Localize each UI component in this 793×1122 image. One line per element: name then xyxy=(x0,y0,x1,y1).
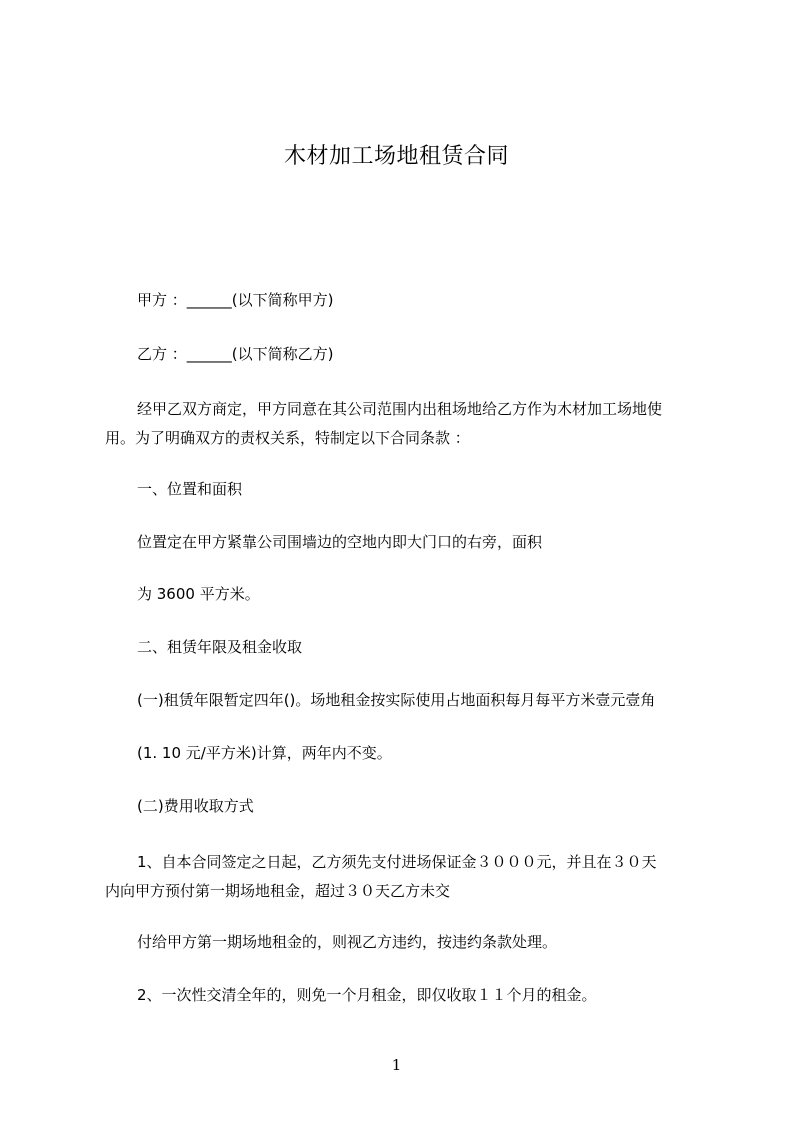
clause-text: 2、一次性交清全年的，则免一个月租金，即仅收取１１个月的租金。 xyxy=(137,986,597,1004)
clause-text: 付给甲方第一期场地租金的，则视乙方违约，按违约条款处理。 xyxy=(137,933,558,951)
party-a-line: 甲方 ：______(以下简称甲方) xyxy=(137,291,334,309)
section-text: (一)租赁年限暂定四年()。场地租金按实际使用占地面积每月每平方米壹元壹角 xyxy=(137,691,656,709)
section-text: 为 3600 平方米。 xyxy=(137,585,260,603)
party-b-line: 乙方 ：______(以下简称乙方) xyxy=(137,345,334,363)
intro-line: 经甲乙双方商定，甲方同意在其公司范围内出租场地给乙方作为木材加工场地使 xyxy=(137,400,663,418)
clause-paragraph xyxy=(105,848,705,906)
clause-line: 内向甲方预付第一期场地租金，超过３０天乙方未交 xyxy=(105,882,451,900)
subsection-heading: (二)费用收取方式 xyxy=(137,797,254,815)
section-heading: 二、租赁年限及租金收取 xyxy=(137,638,303,656)
section-text: 位置定在甲方紧靠公司围墙边的空地内即大门口的右旁，面积 xyxy=(137,533,543,551)
document-title: 木材加工场地租赁合同 xyxy=(283,144,509,169)
section-text: (1. 10 元/平方米)计算，两年内不变。 xyxy=(137,744,392,762)
page-number: 1 xyxy=(391,1056,402,1074)
intro-line: 用。为了明确双方的责权关系，特制定以下合同条款 ： xyxy=(105,429,470,447)
intro-paragraph xyxy=(105,395,705,453)
clause-line: 1、自本合同签定之日起，乙方须先支付进场保证金３０００元，并且在３０天 xyxy=(137,853,657,871)
section-heading: 一、位置和面积 xyxy=(137,480,243,498)
